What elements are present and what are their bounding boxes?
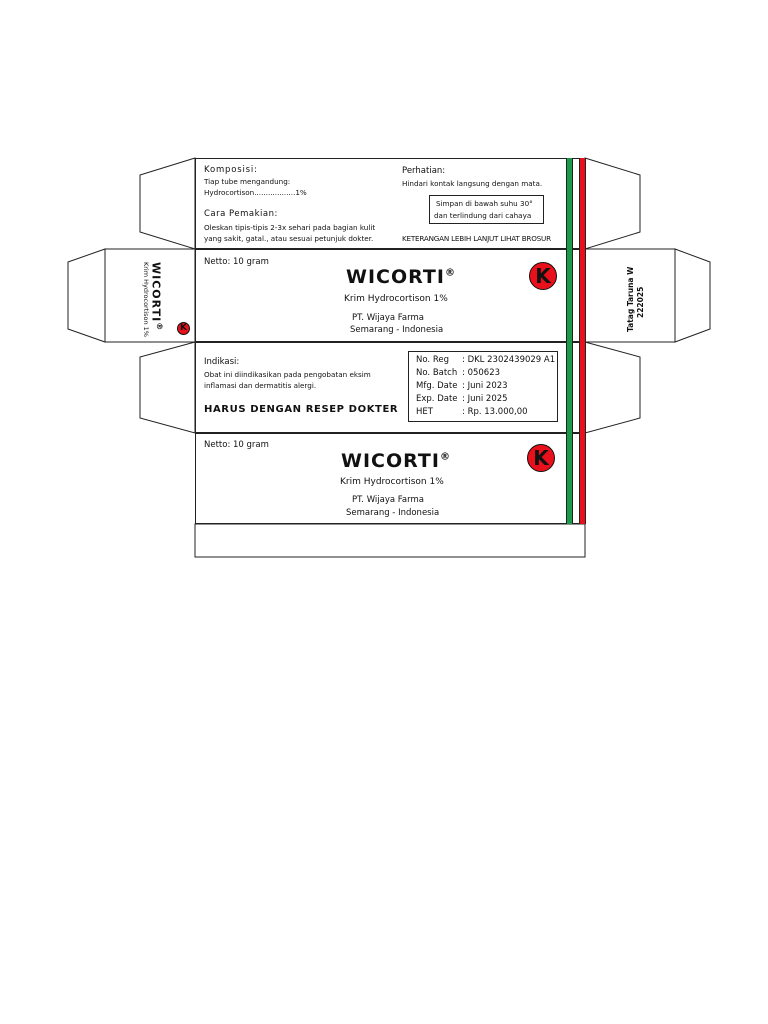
detail-row [416,355,555,365]
prescription-warning: HARUS DENGAN RESEP DOKTER [204,404,399,415]
perhatian-line: Hindari kontak langsung dengan mata. [402,179,543,188]
left-end-tab [68,249,105,342]
product-subtitle: Krim Hydrocortison 1% [344,294,448,304]
reg-mark-2: ® [439,451,451,463]
detail-row [416,394,508,404]
detail-label: Exp. Date [416,394,458,404]
detail-label: No. Reg [416,355,449,365]
cara-title: Cara Pemakian: [204,209,278,219]
front-panel-2 [195,433,585,524]
right-end-name: Tatag Taruna W [626,266,635,332]
left-tuck-flap-top [140,158,195,249]
netto-label: Netto: 10 gram [204,257,269,267]
right-tuck-flap-top [585,158,640,249]
product-subtitle-2: Krim Hydrocortison 1% [340,477,444,487]
detail-label: HET [416,407,433,417]
detail-row [416,381,508,391]
info-panel [195,342,585,433]
top-panel [195,158,585,249]
k-mark-icon-2: K [527,444,555,472]
reg-mark: ® [444,267,456,279]
storage-line-2: dan terlindung dari cahaya [434,211,532,220]
detail-label: Mfg. Date [416,381,458,391]
right-end-code: 222025 [636,286,645,318]
detail-row [416,407,528,417]
glue-strip [195,524,585,557]
green-stripe [566,158,573,524]
right-tuck-flap-bottom [585,342,640,433]
left-end-k-mark-icon: K [177,322,190,335]
detail-value: : 050623 [462,368,501,378]
netto-label-2: Netto: 10 gram [204,440,269,450]
indikasi-line-2: inflamasi dan dermatitis alergi. [204,381,317,390]
cara-line-1: Oleskan tipis-tipis 2-3x sehari pada bagian kulit [204,223,376,232]
front-panel-1 [195,249,585,342]
right-end-tab [675,249,710,342]
detail-value: : Rp. 13.000,00 [462,407,528,417]
brand-name-text-2: WICORTI [341,450,440,472]
detail-label: No. Batch [416,368,458,378]
left-tuck-flap-bottom [140,342,195,433]
komposisi-line-1: Tiap tube mengandung: [204,177,291,186]
company-name: PT. Wijaya Farma [352,313,424,323]
company-city: Semarang - Indonesia [350,325,444,335]
keterangan-text: KETERANGAN LEBIH LANJUT LIHAT BROSUR [402,234,551,243]
detail-value: : Juni 2023 [462,381,508,391]
company-name-2: PT. Wijaya Farma [352,495,424,505]
brand-name [346,266,456,288]
red-stripe [579,158,586,524]
cara-line-2: yang sakit, gatal., atau sesuai petunjuk dokter. [204,234,374,243]
indikasi-title: Indikasi: [204,357,240,367]
brand-name-text: WICORTI [346,266,445,288]
komposisi-title: Komposisi: [204,165,258,175]
brand-name-2 [341,450,451,472]
k-mark-icon: K [529,262,557,290]
komposisi-line-2: Hydrocortison..................1% [204,188,307,197]
storage-line-1: Simpan di bawah suhu 30° [436,199,533,208]
perhatian-title: Perhatian: [402,166,446,176]
detail-value: : Juni 2025 [462,394,508,404]
indikasi-line-1: Obat ini diindikasikan pada pengobatan eksim [204,370,371,379]
left-end-brand: WICORTI® [149,262,164,332]
company-city-2: Semarang - Indonesia [346,508,440,518]
detail-value: : DKL 2302439029 A1 [462,355,556,365]
left-end-subtitle: Krim Hydrocortison 1% [142,262,150,337]
detail-row [416,368,500,378]
